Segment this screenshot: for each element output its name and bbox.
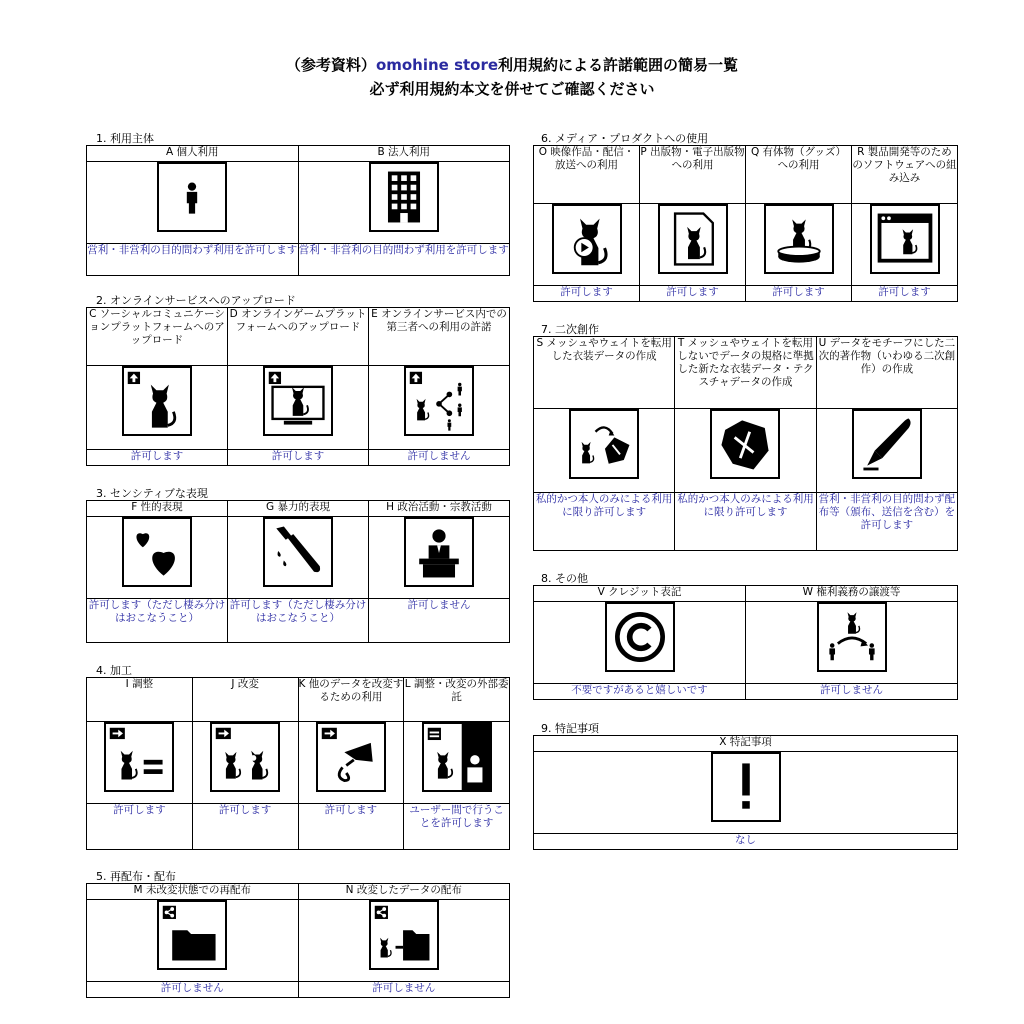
header-Q: Q 有体物（グッズ）への利用	[746, 146, 852, 204]
section-label-1: 1. 利用主体	[96, 132, 154, 145]
header-A: A 個人利用	[87, 146, 299, 162]
result-W: 許可しません	[746, 684, 958, 700]
share-third-party-icon	[404, 366, 474, 436]
header-T: T メッシュやウェイトを転用しないでデータの規格に準拠した新たな衣装データ・テクスチャデータの作成	[675, 337, 816, 409]
result-L: ユーザー間で行うことを許可します	[404, 804, 510, 850]
header-B: B 法人利用	[298, 146, 510, 162]
result-V: 不要ですがあると嬉しいです	[534, 684, 746, 700]
exclamation-icon	[711, 752, 781, 822]
goods-icon	[764, 204, 834, 274]
result-O: 許可します	[534, 286, 640, 302]
hearts-icon	[122, 517, 192, 587]
result-S: 私的かつ本人のみによる利用に限り許可します	[534, 493, 675, 551]
result-H: 許可しません	[369, 599, 510, 643]
header-N: N 改変したデータの配布	[298, 884, 510, 900]
use-for-other-icon	[316, 722, 386, 792]
result-C: 許可します	[87, 450, 228, 466]
header-X: X 特記事項	[534, 736, 958, 752]
pen-icon	[852, 409, 922, 479]
header-K: K 他のデータを改変するための利用	[298, 678, 404, 722]
section-label-6: 6. メディア・プロダクトへの使用	[541, 132, 709, 145]
podium-icon	[404, 517, 474, 587]
result-Q: 許可します	[746, 286, 852, 302]
video-icon	[552, 204, 622, 274]
outsource-icon	[422, 722, 492, 792]
header-R: R 製品開発等のためのソフトウェアへの組み込み	[852, 146, 958, 204]
section-7-table	[533, 336, 958, 551]
result-R: 許可します	[852, 286, 958, 302]
header-W: W 権利義務の譲渡等	[746, 586, 958, 602]
result-I: 許可します	[87, 804, 193, 850]
section-3-table	[86, 500, 510, 643]
section-6-table	[533, 145, 958, 302]
header-O: O 映像作品・配信・放送への利用	[534, 146, 640, 204]
header-C: C ソーシャルコミュニケーションプラットフォームへのアップロード	[87, 308, 228, 366]
adjust-icon	[104, 722, 174, 792]
section-2-table	[86, 307, 510, 466]
distribute-modified-icon	[369, 900, 439, 970]
header-J: J 改変	[192, 678, 298, 722]
costume-transfer-icon	[569, 409, 639, 479]
result-A: 営利・非営利の目的問わず利用を許可します	[87, 244, 299, 276]
result-N: 許可しません	[298, 982, 510, 998]
header-P: P 出版物・電子出版物への利用	[640, 146, 746, 204]
header-H: H 政治活動・宗教活動	[369, 501, 510, 517]
section-label-8: 8. その他	[541, 572, 588, 585]
result-J: 許可します	[192, 804, 298, 850]
header-F: F 性的表現	[87, 501, 228, 517]
result-X: なし	[534, 834, 958, 850]
header-S: S メッシュやウェイトを転用した衣装データの作成	[534, 337, 675, 409]
header-G: G 暴力的表現	[228, 501, 369, 517]
section-label-4: 4. 加工	[96, 664, 132, 677]
result-B: 営利・非営利の目的問わず利用を許可します	[298, 244, 510, 276]
result-G: 許可します（ただし棲み分けはおこなうこと）	[228, 599, 369, 643]
result-T: 私的かつ本人のみによる利用に限り許可します	[675, 493, 816, 551]
section-label-2: 2. オンラインサービスへのアップロード	[96, 294, 296, 307]
copyright-icon	[605, 602, 675, 672]
header-D: D オンラインゲームプラットフォームへのアップロード	[228, 308, 369, 366]
header-U: U データをモチーフにした二次的著作物（いわゆる二次創作）の作成	[816, 337, 957, 409]
upload-avatar-icon	[122, 366, 192, 436]
section-5-table	[86, 883, 510, 998]
result-P: 許可します	[640, 286, 746, 302]
knife-icon	[263, 517, 333, 587]
section-1-table	[86, 145, 510, 276]
person-icon	[157, 162, 227, 232]
result-K: 許可します	[298, 804, 404, 850]
redistribute-icon	[157, 900, 227, 970]
page-subtitle: 必ず利用規約本文を併せてご確認ください	[369, 80, 655, 98]
page-title	[0, 54, 1024, 75]
result-M: 許可しません	[87, 982, 299, 998]
section-label-9: 9. 特記事項	[541, 722, 599, 735]
result-D: 許可します	[228, 450, 369, 466]
header-M: M 未改変状態での再配布	[87, 884, 299, 900]
section-label-7: 7. 二次創作	[541, 323, 599, 336]
software-icon	[870, 204, 940, 274]
building-icon	[369, 162, 439, 232]
transfer-rights-icon	[817, 602, 887, 672]
title-prefix: （参考資料）	[285, 56, 376, 74]
result-F: 許可します（ただし棲み分けはおこなうこと）	[87, 599, 228, 643]
modify-icon	[210, 722, 280, 792]
result-U: 営利・非営利の目的問わず配布等（頒布、送信を含む）を許可します	[816, 493, 957, 551]
costume-new-icon	[710, 409, 780, 479]
header-E: E オンラインサービス内での第三者への利用の許諾	[369, 308, 510, 366]
publication-icon	[658, 204, 728, 274]
title-suffix: 利用規約による許諾範囲の簡易一覧	[498, 56, 739, 74]
section-4-table	[86, 677, 510, 850]
section-8-table	[533, 585, 958, 700]
section-9-table	[533, 735, 958, 850]
upload-game-icon	[263, 366, 333, 436]
header-I: I 調整	[87, 678, 193, 722]
section-label-5: 5. 再配布・配布	[96, 870, 176, 883]
brand-name: omohine store	[375, 56, 499, 74]
result-E: 許可しません	[369, 450, 510, 466]
header-L: L 調整・改変の外部委託	[404, 678, 510, 722]
section-label-3: 3. センシティブな表現	[96, 487, 208, 500]
header-V: V クレジット表記	[534, 586, 746, 602]
